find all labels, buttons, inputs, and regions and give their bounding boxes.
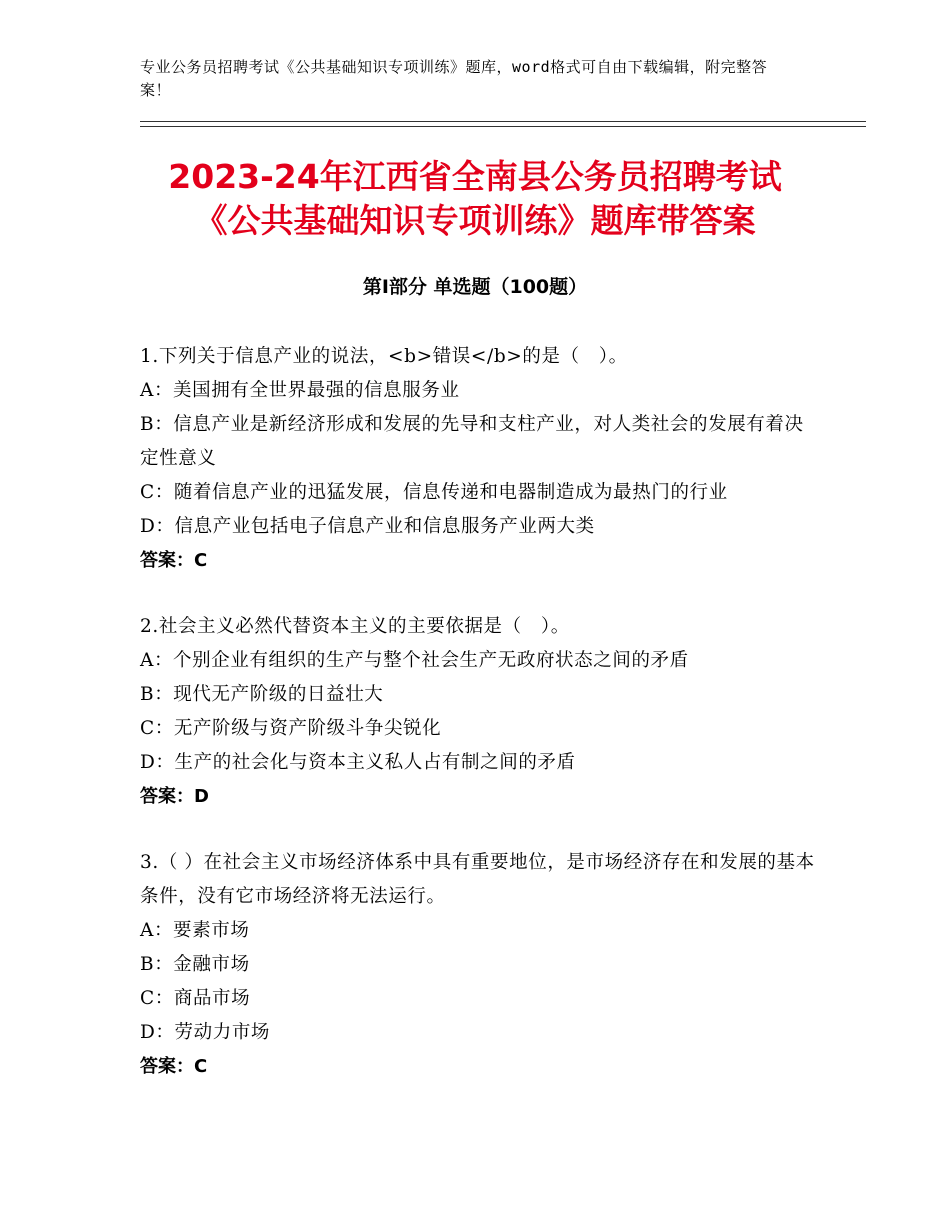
question-stem: 2.社会主义必然代替资本主义的主要依据是（ ）。 — [140, 616, 570, 637]
option-a: A：要素市场 — [140, 920, 250, 941]
question-2 — [140, 610, 820, 814]
header-divider — [140, 121, 866, 127]
answer: 答案：C — [140, 550, 208, 571]
option-a: A：个别企业有组织的生产与整个社会生产无政府状态之间的矛盾 — [140, 650, 689, 671]
option-c: C：随着信息产业的迅猛发展，信息传递和电器制造成为最热门的行业 — [140, 482, 728, 503]
question-3 — [140, 846, 820, 1084]
question-1 — [140, 340, 820, 578]
option-c: C：商品市场 — [140, 988, 251, 1009]
option-b: B：信息产业是新经济形成和发展的先导和支柱产业，对人类社会的发展有着决定性意义 — [140, 414, 804, 469]
option-c: C：无产阶级与资产阶级斗争尖锐化 — [140, 718, 442, 739]
question-stem: 3.（ ）在社会主义市场经济体系中具有重要地位，是市场经济存在和发展的基本条件，没有它市场经济将无法运行。 — [140, 852, 815, 907]
answer: 答案：C — [140, 1056, 208, 1077]
title-line-2: 《公共基础知识专项训练》题库带答案 — [194, 201, 756, 240]
option-a: A：美国拥有全世界最强的信息服务业 — [140, 380, 460, 401]
option-d: D：劳动力市场 — [140, 1022, 271, 1043]
document-title — [0, 155, 950, 243]
option-b: B：现代无产阶级的日益壮大 — [140, 684, 384, 705]
option-b: B：金融市场 — [140, 954, 250, 975]
option-d: D：信息产业包括电子信息产业和信息服务产业两大类 — [140, 516, 595, 537]
question-list — [140, 340, 820, 1116]
option-d: D：生产的社会化与资本主义私人占有制之间的矛盾 — [140, 752, 576, 773]
answer: 答案：D — [140, 786, 209, 807]
section-heading: 第Ⅰ部分 单选题（100题） — [362, 276, 588, 298]
title-line-1: 2023-24年江西省全南县公务员招聘考试 — [168, 157, 782, 196]
question-stem: 1.下列关于信息产业的说法，<b>错误</b>的是（ ）。 — [140, 346, 628, 367]
header-note: 专业公务员招聘考试《公共基础知识专项训练》题库，word格式可自由下载编辑，附完整答案！ — [140, 58, 768, 99]
